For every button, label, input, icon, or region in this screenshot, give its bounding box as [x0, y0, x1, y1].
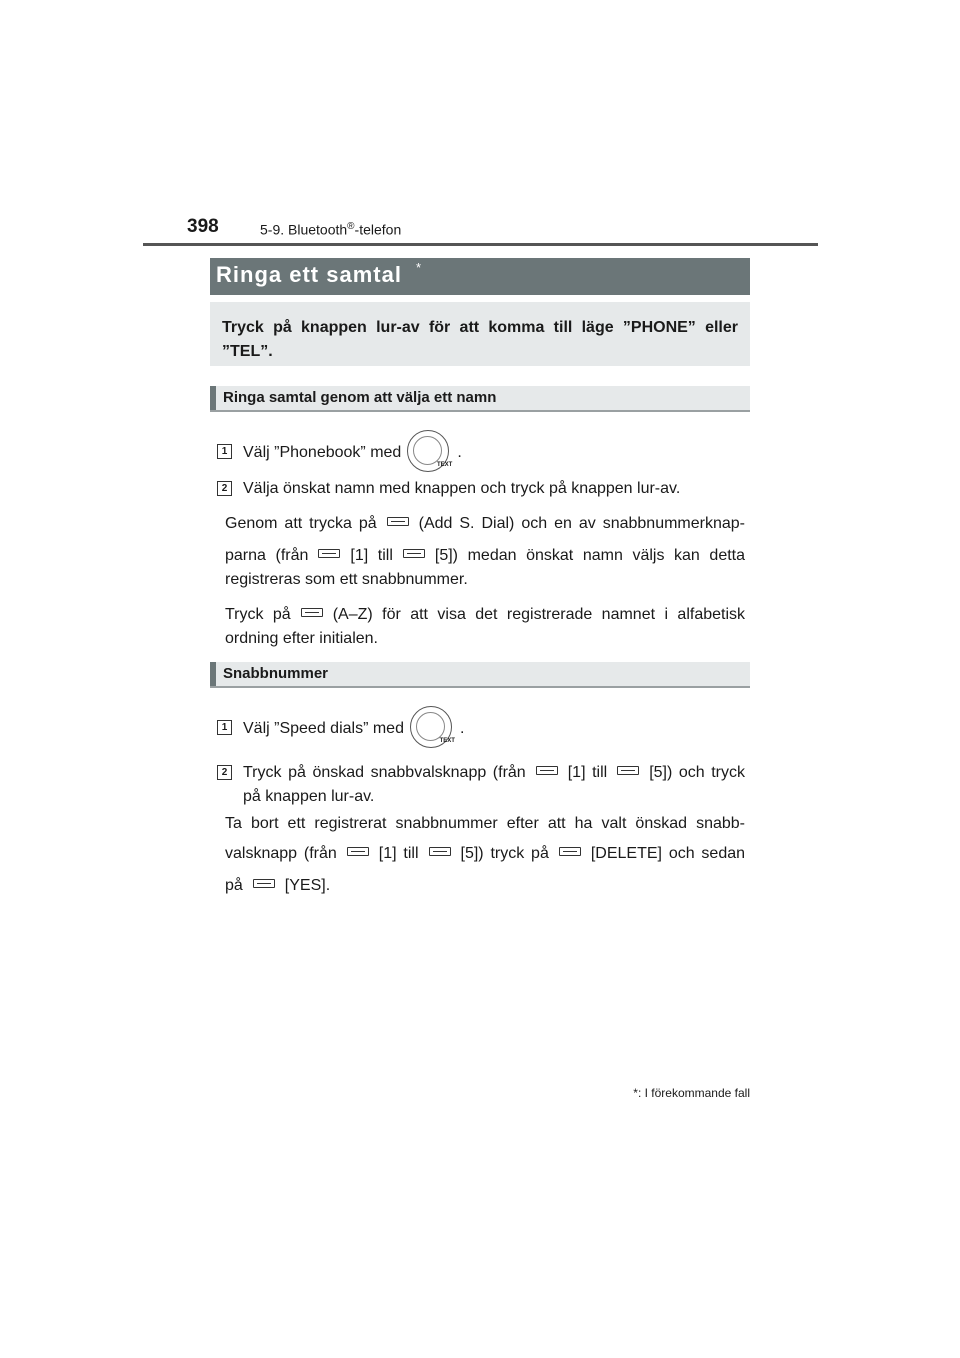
screen-button-icon [403, 549, 425, 558]
title-bar [210, 258, 750, 295]
step2-text: Välja önskat namn med knappen och tryck på knappen lur-av. [243, 480, 681, 497]
registered-mark: ® [347, 221, 355, 232]
s2-note-g: [YES]. [284, 877, 331, 894]
screen-button-icon [429, 847, 451, 856]
s2-note-e: [DELETE] och sedan [590, 845, 746, 862]
s2-step2-c: [5]) och tryck [649, 764, 746, 781]
step1-post: . [457, 444, 462, 462]
footnote-text: : I förekommande fall [637, 1086, 750, 1100]
subsection-heading-text: Snabbnummer [223, 665, 329, 682]
step1-text [243, 708, 464, 750]
screen-button-icon [347, 847, 369, 856]
note1-d: [1] till [350, 547, 393, 564]
section-post: -telefon [354, 221, 402, 238]
section-pre: 5-9. Bluetooth [260, 221, 348, 238]
footnote-asterisk: * [633, 1086, 638, 1100]
step2-line1 [243, 761, 745, 785]
note1-a: Genom att trycka på [225, 515, 377, 532]
step1-pre: Välj ”Phonebook” med [243, 444, 402, 462]
knob-label: TEXT [439, 738, 455, 744]
note2-line2: ordning efter initialen. [225, 630, 378, 647]
screen-button-icon [559, 847, 581, 856]
subsection-heading-text: Ringa samtal genom att välja ett namn [223, 389, 497, 406]
screen-button-icon [253, 879, 275, 888]
step2-line2: på knappen lur-av. [243, 788, 375, 805]
note2-a: Tryck på [225, 606, 291, 623]
s2-step2-b: [1] till [567, 764, 608, 781]
screen-button-icon [318, 549, 340, 558]
subsection-heading-speed-dial [210, 662, 750, 688]
tune-knob-icon [410, 706, 455, 748]
knob-label: TEXT [436, 462, 453, 468]
title-asterisk: * [416, 260, 422, 275]
screen-button-icon [617, 766, 639, 775]
step-number-2: 2 [217, 481, 232, 496]
page-title: Ringa ett samtal [216, 262, 402, 287]
step1-text [243, 432, 462, 474]
s2-note-line2 [225, 842, 745, 866]
section-label [260, 221, 401, 238]
instruction-box [210, 302, 750, 366]
note2-line1 [225, 603, 745, 627]
step1-pre: Välj ”Speed dials” med [243, 720, 404, 738]
header-rule [143, 243, 818, 246]
footnote [633, 1086, 750, 1100]
s2-note-line3 [225, 874, 330, 898]
step-number-1: 1 [217, 720, 232, 735]
instruction-text: Tryck på knappen lur-av för att komma till läge ”PHONE” eller ”TEL”. [222, 319, 738, 360]
step-number-2: 2 [217, 765, 232, 780]
tune-knob-icon [407, 430, 453, 472]
note1-line3: registreras som ett snabbnummer. [225, 571, 468, 588]
s2-note-line1: Ta bort ett registrerat snabbnummer efter att ha valt önskad snabb- [225, 815, 745, 832]
note1-line2 [225, 544, 745, 568]
s2-note-f: på [225, 877, 243, 894]
s2-note-b: valsknapp (från [225, 845, 337, 862]
screen-button-icon [536, 766, 558, 775]
screen-button-icon [301, 608, 323, 617]
note1-b: (Add S. Dial) och en av snabbnummerknap- [418, 515, 746, 532]
note1-line1 [225, 512, 745, 536]
step-number-1: 1 [217, 444, 232, 459]
step1-post: . [459, 720, 465, 738]
s2-note-d: [5]) tryck på [460, 845, 549, 862]
note1-c: parna (från [225, 547, 309, 564]
page-number: 398 [187, 216, 219, 237]
note1-e: [5]) medan önskat namn väljs kan detta [434, 547, 745, 564]
s2-step2-a: Tryck på önskad snabbvalsknapp (från [243, 764, 526, 781]
screen-button-icon [387, 517, 409, 526]
subsection-heading-phonebook [210, 386, 750, 412]
s2-note-c: [1] till [378, 845, 419, 862]
note2-b: (A–Z) för att visa det registrerade namnet i alfabetisk [332, 606, 746, 623]
